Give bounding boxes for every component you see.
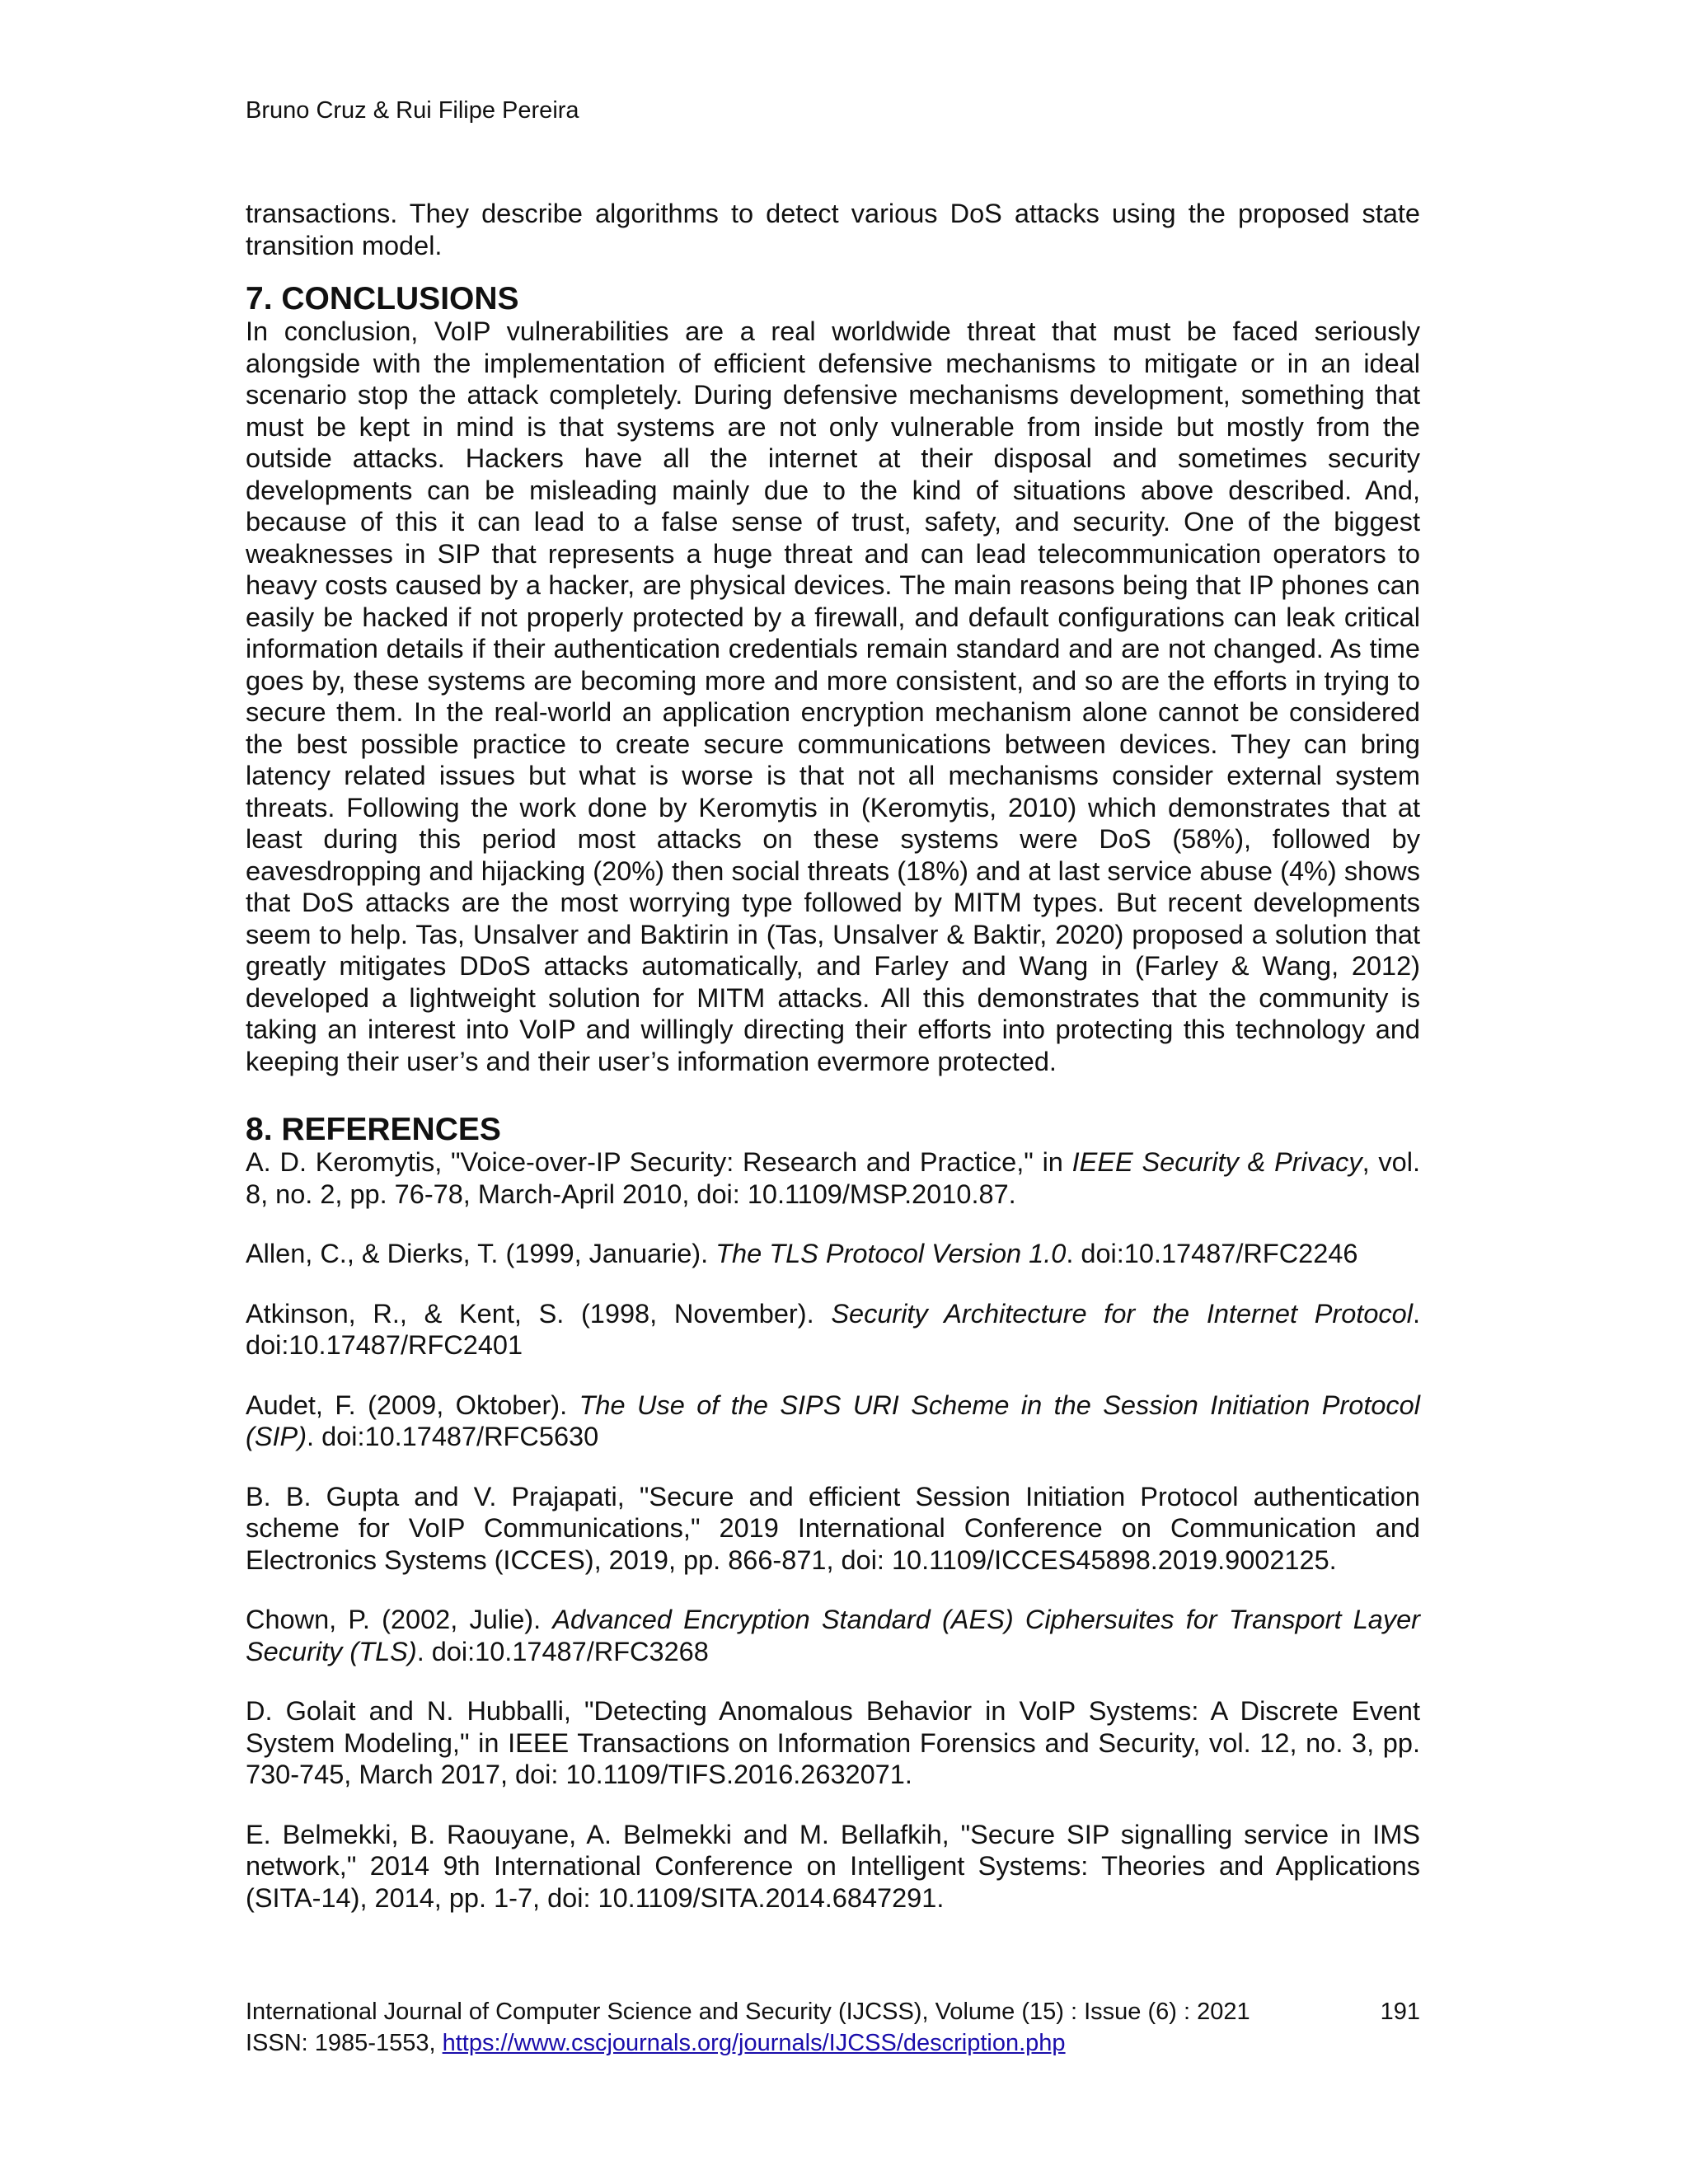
reference-text: D. Golait and N. Hubballi, "Detecting Anomalous Behavior in VoIP Systems: A Discrete Event System Modeling," in IEEE Transactions on Information Forensics and Security, vol. 12, no. 3, pp. 730-745, March 2017, doi: 10.1109/TIFS.2016.2632071. (246, 1696, 1420, 1789)
journal-link[interactable]: https://www.cscjournals.org/journals/IJCSS/description.php (442, 2030, 1066, 2056)
reference-item (246, 1238, 1420, 1270)
reference-item (246, 1146, 1420, 1210)
reference-item (246, 1298, 1420, 1361)
reference-text: . doi:10.17487/RFC5630 (307, 1422, 599, 1451)
page-number: 191 (1380, 1999, 1420, 2025)
page-footer (246, 1996, 1420, 2059)
reference-title: The Use of the SIPS URI Scheme in the Session Initiation Protocol (SIP) (246, 1390, 1420, 1451)
journal-citation: International Journal of Computer Science and Security (IJCSS), Volume (15) : Issue (6) : 2021 (246, 1999, 1250, 2025)
reference-text: E. Belmekki, B. Raouyane, A. Belmekki and M. Bellafkih, "Secure SIP signalling service in IMS network," 2014 9th International Conference on Intelligent Systems: Theories and Applications (SITA-14), 2014, pp. 1-7, doi: 10.1109/SITA.2014.6847291. (246, 1819, 1420, 1913)
reference-text: Audet, F. (2009, Oktober). (246, 1390, 579, 1420)
reference-item (246, 1695, 1420, 1791)
reference-list (246, 1146, 1420, 1914)
main-content (246, 198, 1420, 1942)
reference-text: A. D. Keromytis, "Voice-over-IP Security: Research and Practice," in (246, 1147, 1072, 1177)
reference-item (246, 1390, 1420, 1453)
conclusions-paragraph: In conclusion, VoIP vulnerabilities are a real worldwide threat that must be faced seriously alongside with the implementation of efficient defensive mechanisms to mitigate or in an ideal scenario stop the attack completely. During defensive mechanisms development, something that must be kept in mind is that systems are not only vulnerable from inside but mostly from the outside attacks. Hackers have all the internet at their disposal and sometimes security developments can be misleading mainly due to the kind of situations above described. And, because of this it can lead to a false sense of trust, safety, and security. One of the biggest weaknesses in SIP that represents a huge threat and can lead telecommunication operators to heavy costs caused by a hacker, are physical devices. The main reasons being that IP phones can easily be hacked if not properly protected by a firewall, and default configurations can leak critical information details if their authentication credentials remain standard and are not changed. As time goes by, these systems are becoming more and more consistent, and so are the efforts in trying to secure them. In the real-world an application encryption mechanism alone cannot be considered the best possible practice to create secure communications between devices. They can bring latency related issues but what is worse is that not all mechanisms consider external system threats. Following the work done by Keromytis in (Keromytis, 2010) which demonstrates that at least during this period most attacks on these systems were DoS (58%), followed by eavesdropping and hijacking (20%) then social threats (18%) and at last service abuse (4%) shows that DoS attacks are the most worrying type followed by MITM types. But recent developments seem to help. Tas, Unsalver and Baktirin in (Tas, Unsalver & Baktir, 2020) proposed a solution that greatly mitigates DDoS attacks automatically, and Farley and Wang in (Farley & Wang, 2012) developed a lightweight solution for MITM attacks. All this demonstrates that the community is taking an interest into VoIP and willingly directing their efforts into protecting this technology and keeping their user’s and their user’s information evermore protected. (246, 316, 1420, 1076)
reference-title: Security Architecture for the Internet Protocol (831, 1298, 1413, 1329)
footer-issn-line (246, 2027, 1420, 2059)
reference-title: IEEE Security & Privacy (1071, 1147, 1362, 1177)
reference-item (246, 1481, 1420, 1577)
reference-text: . doi:10.17487/RFC3268 (416, 1636, 709, 1666)
reference-text: Allen, C., & Dierks, T. (1999, Januarie). (246, 1239, 716, 1268)
footer-journal-line (246, 1996, 1420, 2027)
reference-item (246, 1819, 1420, 1915)
intro-paragraph: transactions. They describe algorithms to detect various DoS attacks using the proposed state transition model. (246, 199, 1420, 260)
conclusions-heading: 7. CONCLUSIONS (246, 281, 519, 316)
reference-text: Chown, P. (2002, Julie). (246, 1605, 553, 1634)
issn-text: ISSN: 1985-1553, (246, 2030, 443, 2056)
reference-text: , vol. 8, no. 2, pp. 76-78, March-April 2010, doi: 10.1109/MSP.2010.87. (246, 1147, 1420, 1209)
reference-text: Atkinson, R., & Kent, S. (1998, November). (246, 1298, 832, 1329)
reference-item (246, 1604, 1420, 1667)
reference-text: . doi:10.17487/RFC2246 (1066, 1239, 1358, 1268)
reference-title: Advanced Encryption Standard (AES) Ciphersuites for Transport Layer Security (TLS) (246, 1605, 1420, 1666)
reference-text: . doi:10.17487/RFC2401 (246, 1298, 1420, 1360)
references-heading: 8. REFERENCES (246, 1112, 501, 1147)
running-header: Bruno Cruz & Rui Filipe Pereira (246, 97, 579, 124)
reference-text: B. B. Gupta and V. Prajapati, "Secure and efficient Session Initiation Protocol authentication scheme for VoIP Communications," 2019 International Conference on Communication and Electronics Systems (ICCES), 2019, pp. 866-871, doi: 10.1109/ICCES45898.2019.9002125. (246, 1481, 1420, 1575)
reference-title: The TLS Protocol Version 1.0 (715, 1239, 1067, 1268)
